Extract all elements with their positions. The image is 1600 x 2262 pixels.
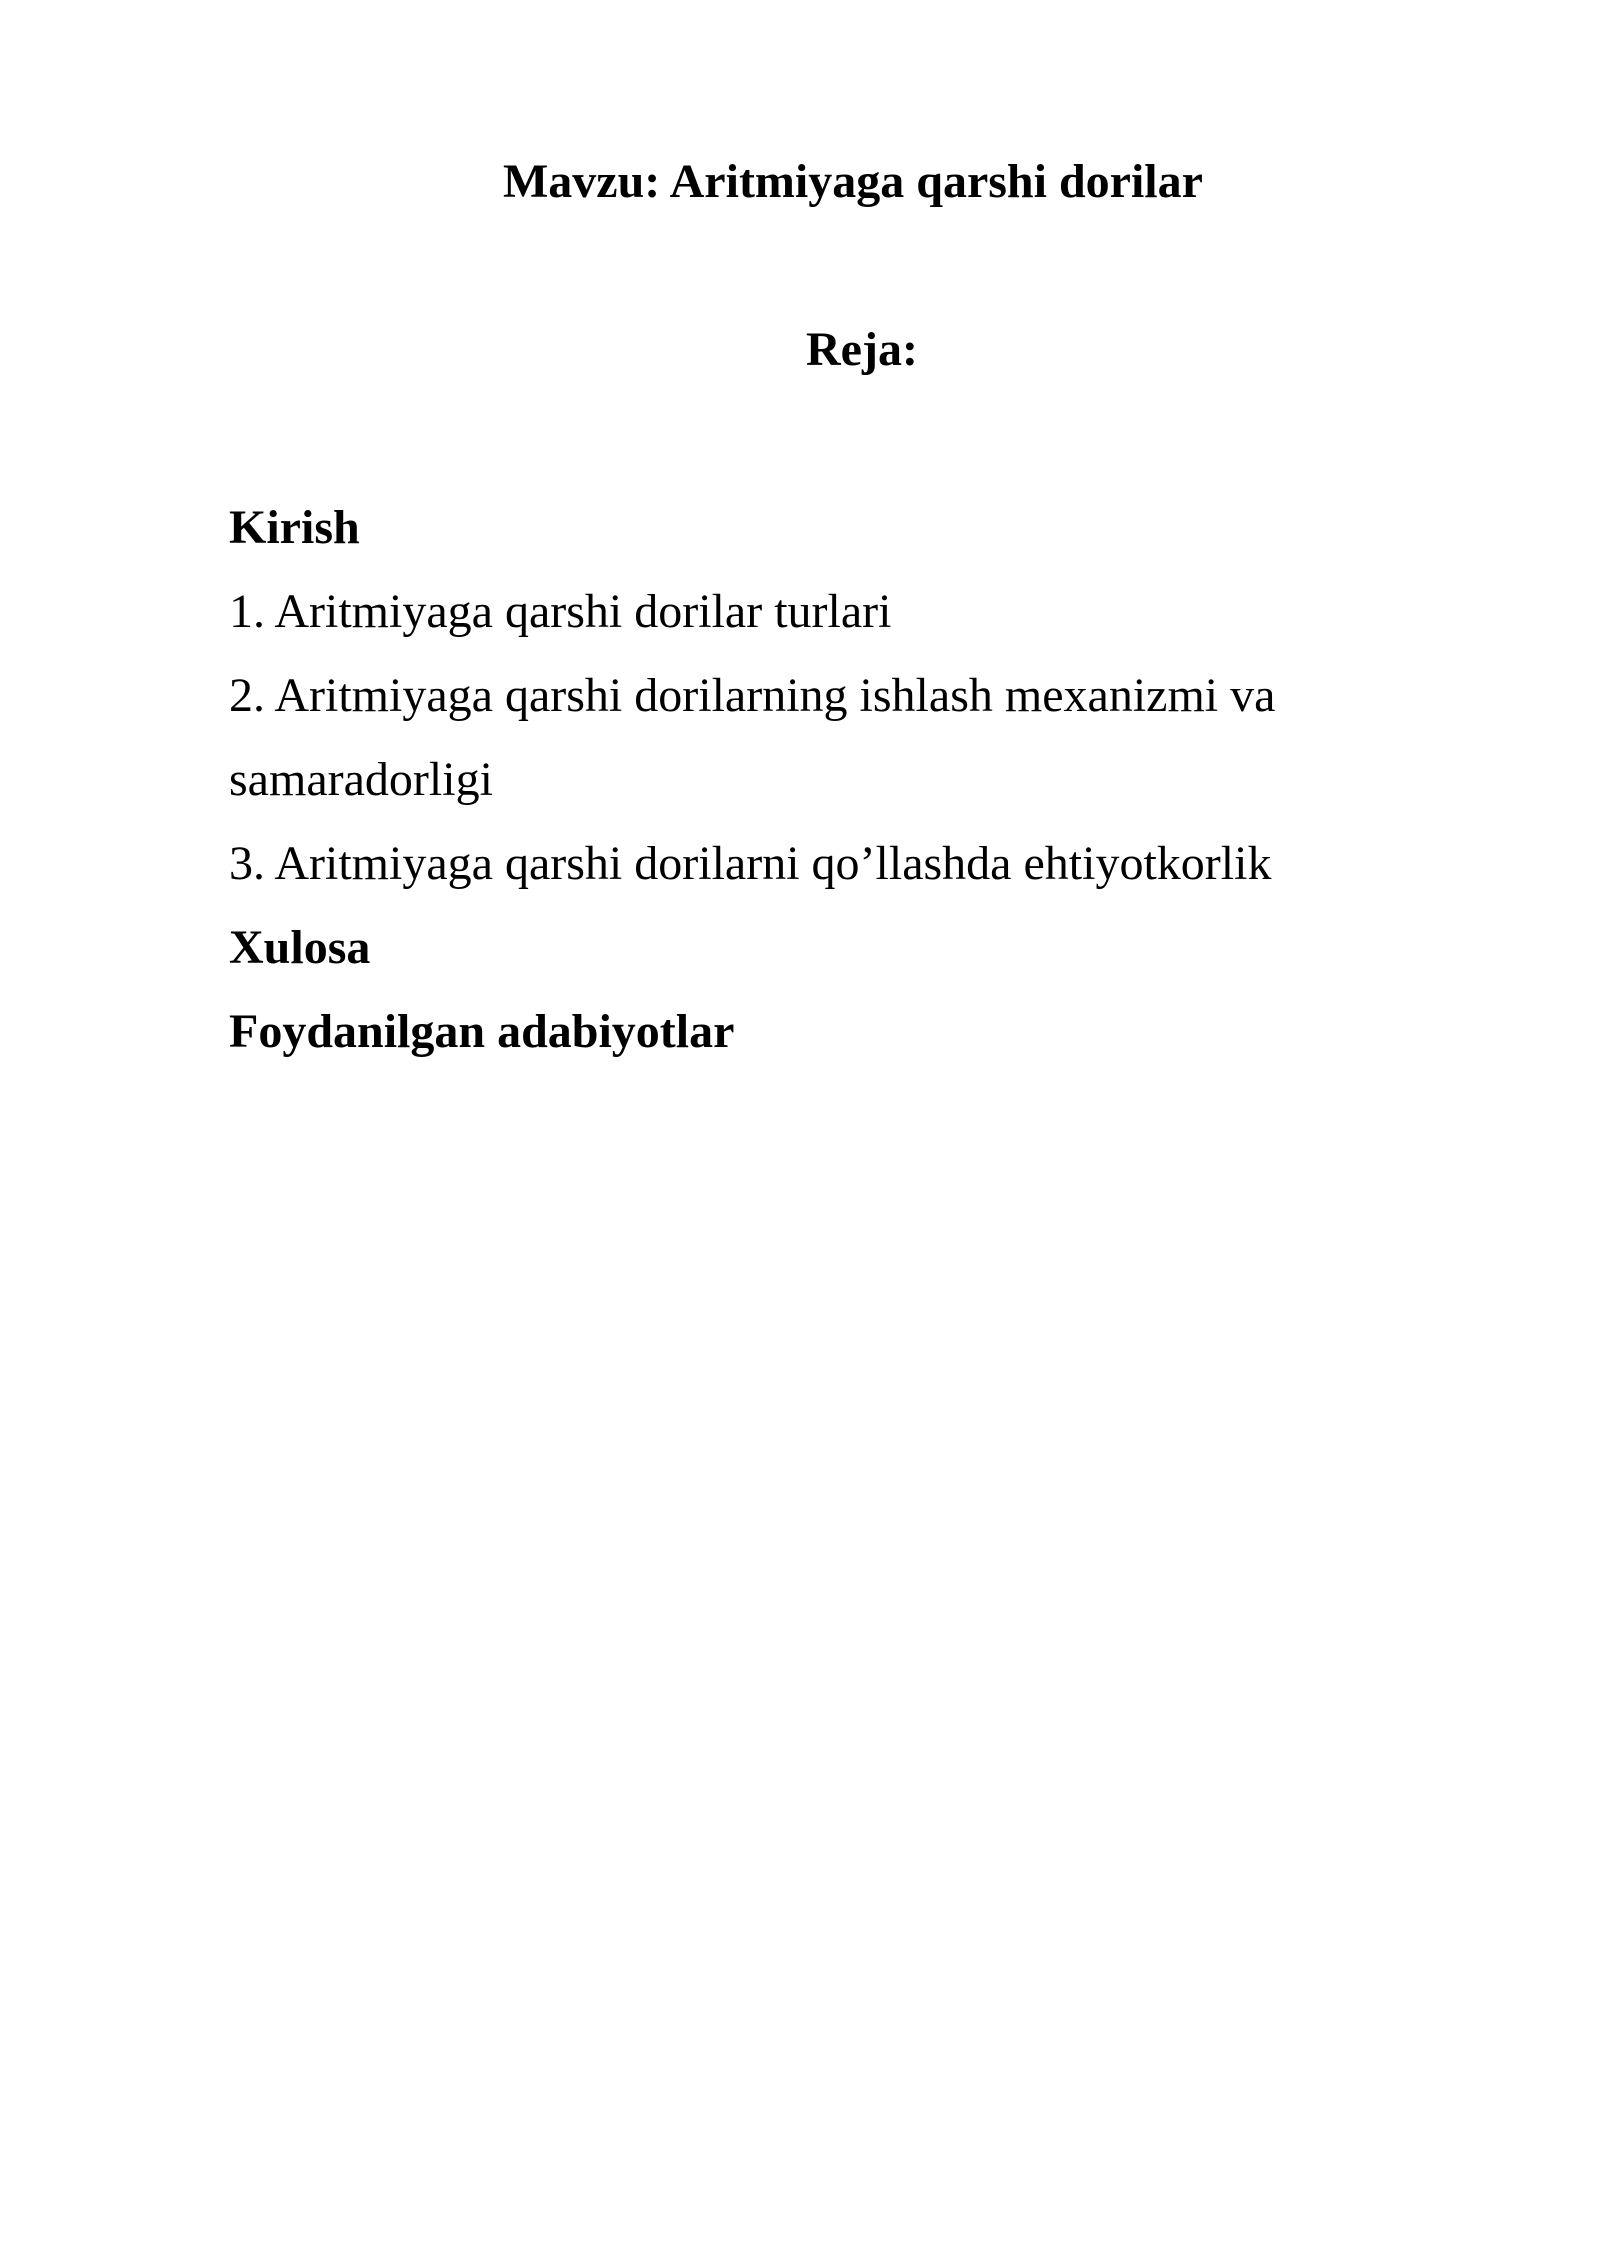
outline-intro: Kirish: [229, 501, 360, 554]
topic-title: Mavzu: Aritmiyaga qarshi dorilar: [503, 155, 1203, 208]
outline-item-3: 3. Aritmiyaga qarshi dorilarni qo’llashda ehtiyotkorlik: [229, 837, 1272, 890]
outline-item-1: 1. Aritmiyaga qarshi dorilar turlari: [229, 585, 892, 638]
outline-references: Foydanilgan adabiyotlar: [229, 1005, 735, 1058]
plan-outline: [229, 486, 1379, 1074]
plan-heading: Reja:: [806, 323, 918, 376]
outline-conclusion: Xulosa: [229, 921, 371, 974]
outline-item-2-line-1: 2. Aritmiyaga qarshi dorilarning ishlash mexanizmi va: [229, 669, 1276, 722]
outline-item-2-line-2: samaradorligi: [229, 753, 493, 806]
